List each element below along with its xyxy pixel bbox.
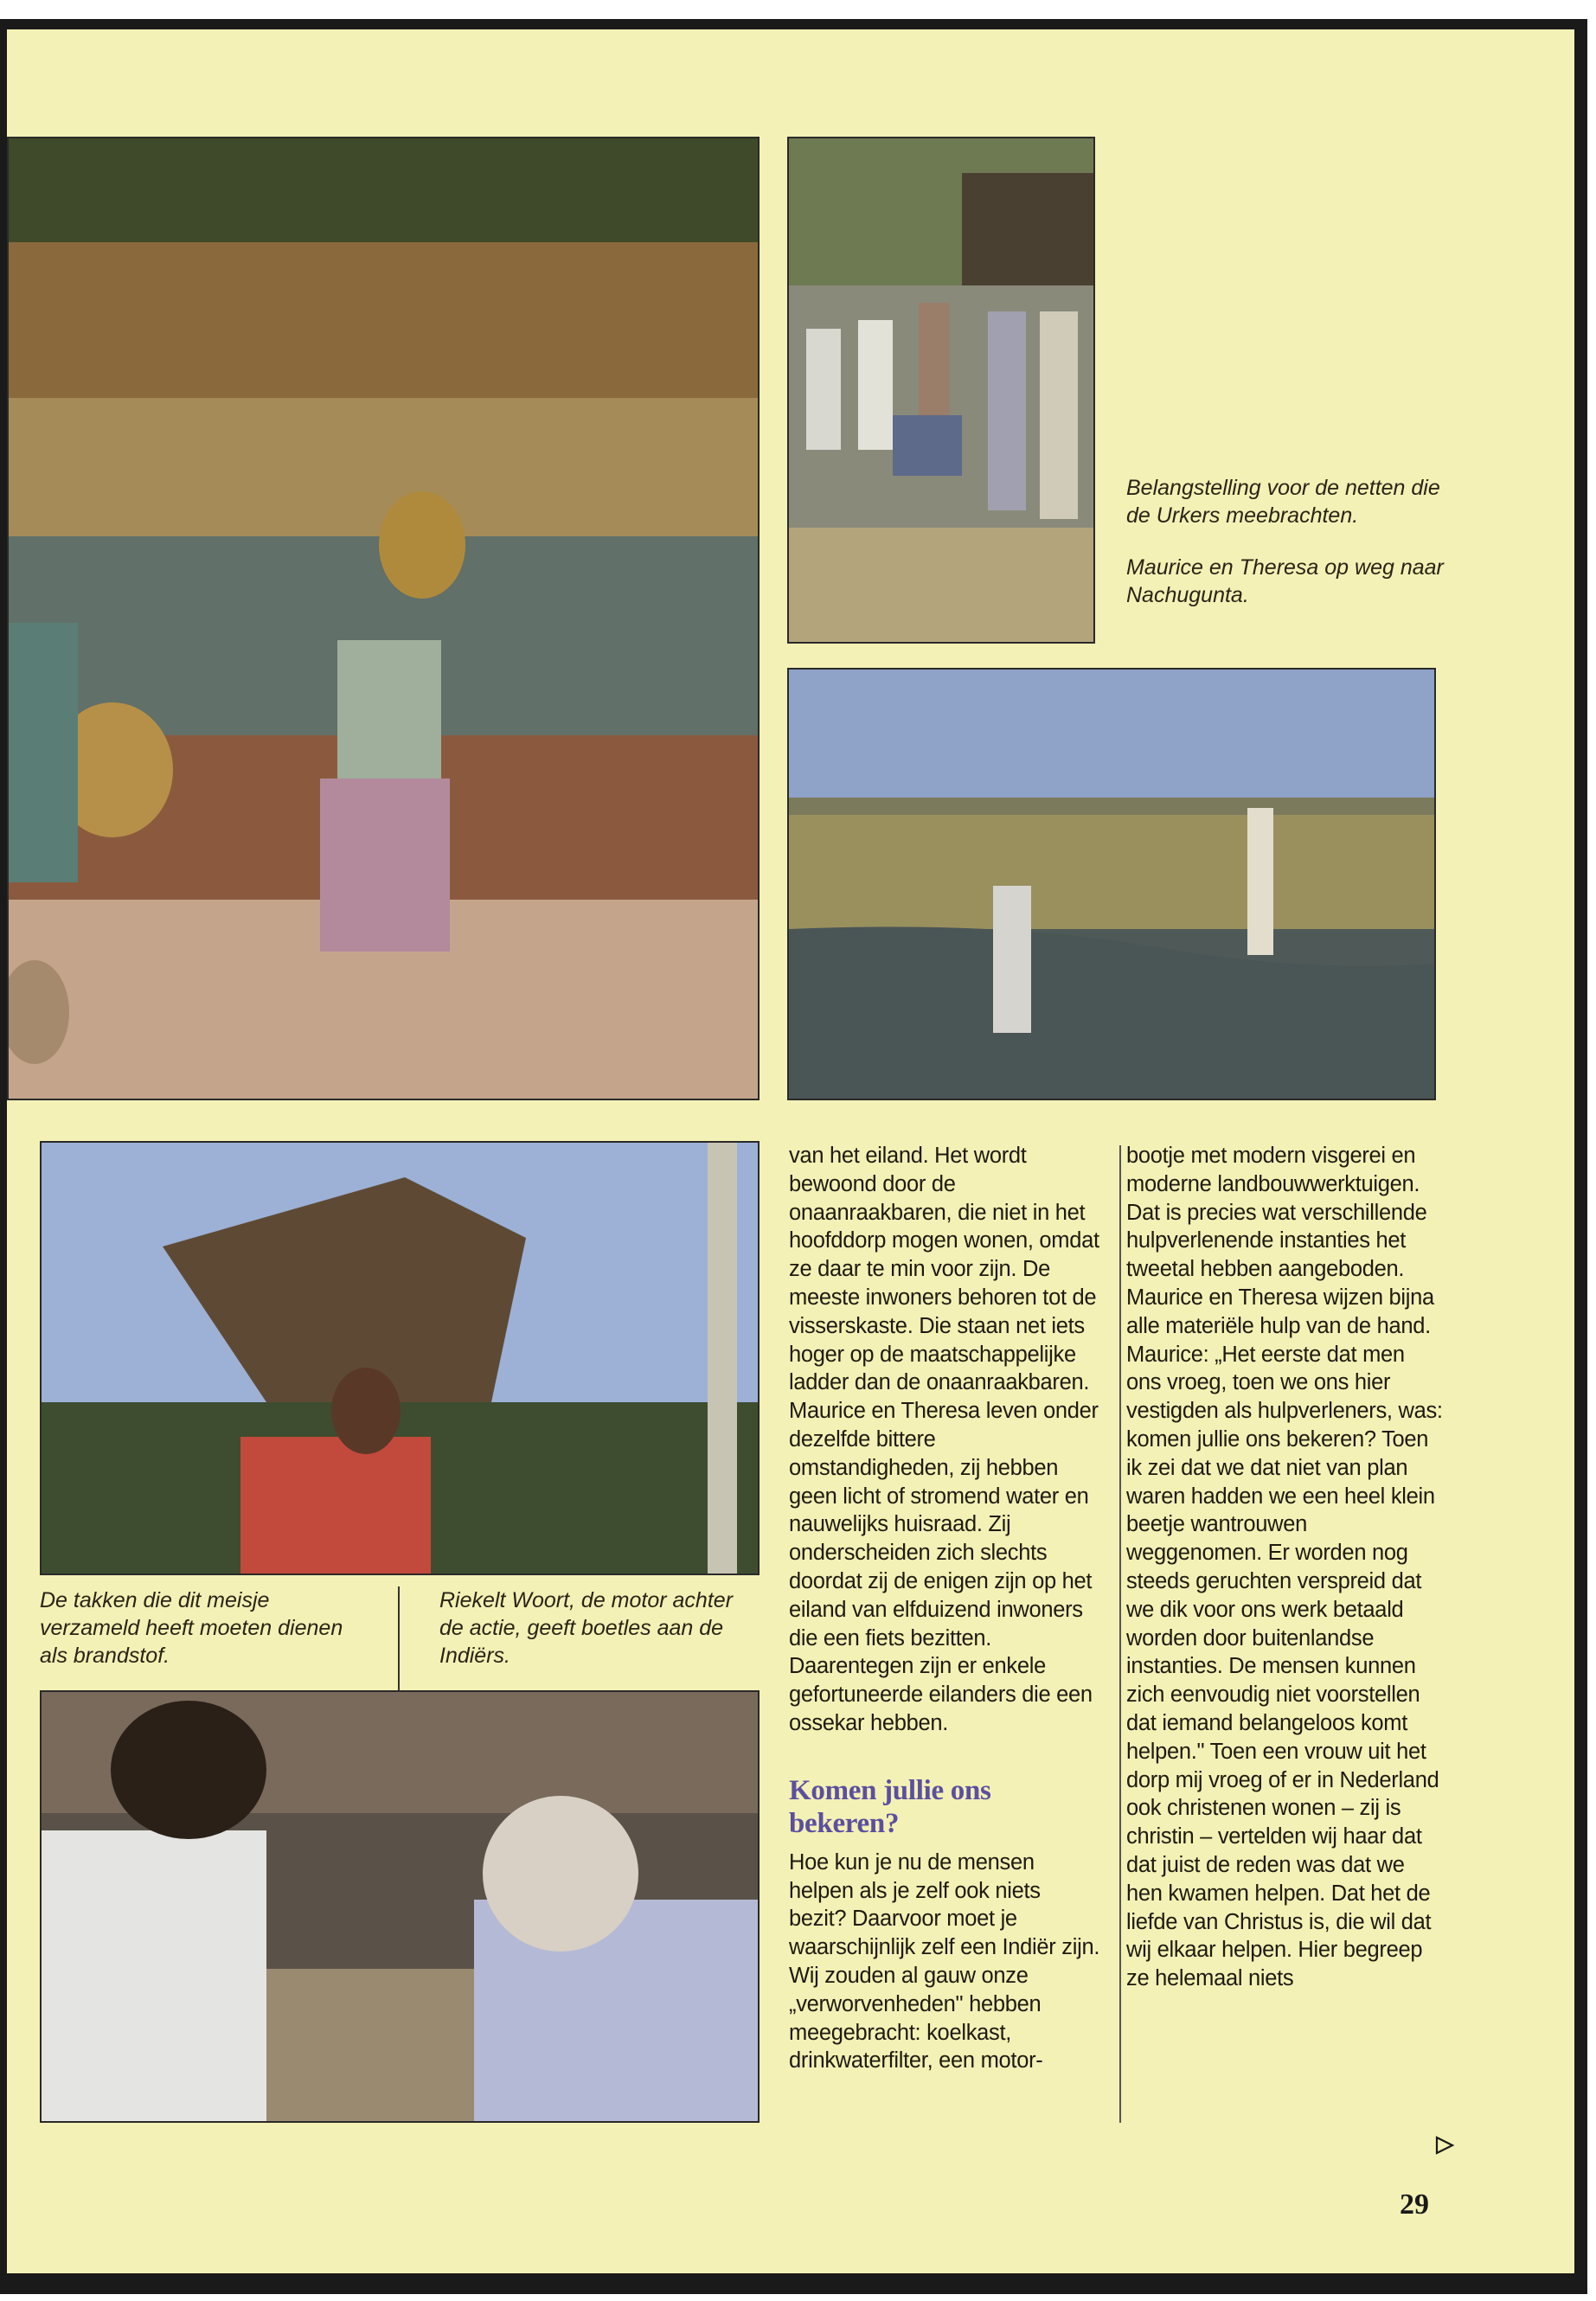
article-paragraph: van het eiland. Het wordt bewoond door de onaanraakbaren, die niet in het hoofddorp mogen wonen, omdat ze daar te min voor zijn. De meeste inwoners behoren tot de visserskaste. Die staan net iets hoger op de maatschappelijke ladder dan de onaanraakbaren. Maurice en Theresa leven onder dezelfde bittere omstandigheden, zij hebben geen licht of stromend water en nauwelijks huisraad. Zij onderscheiden zich slechts doordat zij de enigen zijn op het eiland van elfduizend inwoners die een fiets bezitten. Daarentegen zijn er enkele gefortuneerde eilanders die een ossekar hebben. xyxy=(789,1144,1099,1735)
continue-arrow-icon xyxy=(1434,2135,1455,2156)
caption-firewood: De takken die dit meisje verzameld heeft moeten dienen als brandstof. xyxy=(40,1588,343,1668)
column-divider xyxy=(1119,1145,1121,2123)
photo-firewood-girl xyxy=(40,1141,760,1575)
article-paragraph: bootje met modern visgerei en moderne landbouwwerktuigen. Dat is precies wat verschillende hulpverlenende instanties het tweetal hebben aangeboden. Maurice en Theresa wijzen bijna alle materiële hulp van de hand. Maurice: „Het eerste dat men ons vroeg, toen we ons hier vestigden als hulpverleners, was: komen jullie ons bekeren? Toen ik zei dat we dat niet van plan waren hadden we een heel klein beetje wantrouwen weggenomen. Er worden nog steeds geruchten verspreid dat we dik voor ons werk betaald worden door buitenlandse instanties. De mensen kunnen zich eenvoudig niet voorstellen dat iemand belangeloos komt helpen." Toen een vrouw uit het dorp mij vroeg of er in Nederland ook christenen wonen – zij is christin – vertelden wij haar dat dat juist de reden was dat we hen kwamen helpen. Dat het de liefde van Christus is, die wil dat wij elkaar helpen. Hier begreep ze helemaal niets xyxy=(1126,1144,1443,1991)
caption-way: Maurice en Theresa op weg naar Nachugunta. xyxy=(1126,555,1444,607)
magazine-page xyxy=(7,29,1574,2273)
photo-water-carriers xyxy=(7,137,760,1100)
article-subheading: Komen jullie ons bekeren? xyxy=(789,1774,991,1839)
photo-walking-to-nachugunta xyxy=(787,668,1436,1100)
caption-divider xyxy=(398,1586,400,1690)
article-column-2 xyxy=(1126,1142,1445,1993)
caption-nets-and-way xyxy=(1126,474,1446,633)
article-column-1 xyxy=(789,1142,1100,2075)
caption-nets: Belangstelling voor de netten die de Urkers meebrachten. xyxy=(1126,476,1440,528)
photo-nets-crowd xyxy=(787,137,1095,644)
page-number: 29 xyxy=(1400,2189,1429,2221)
photo-riekelt-lesson xyxy=(40,1690,760,2123)
article-paragraph: Hoe kun je nu de mensen helpen als je zelf ook niets bezit? Daarvoor moet je waarschijnlijk zelf een Indiër zijn. Wij zouden al gauw onze „verworvenheden" hebben meegebracht: koelkast, drinkwaterfilter, een motor- xyxy=(789,1849,1100,2073)
caption-riekelt: Riekelt Woort, de motor achter de actie, geeft boetles aan de Indiërs. xyxy=(439,1588,734,1668)
